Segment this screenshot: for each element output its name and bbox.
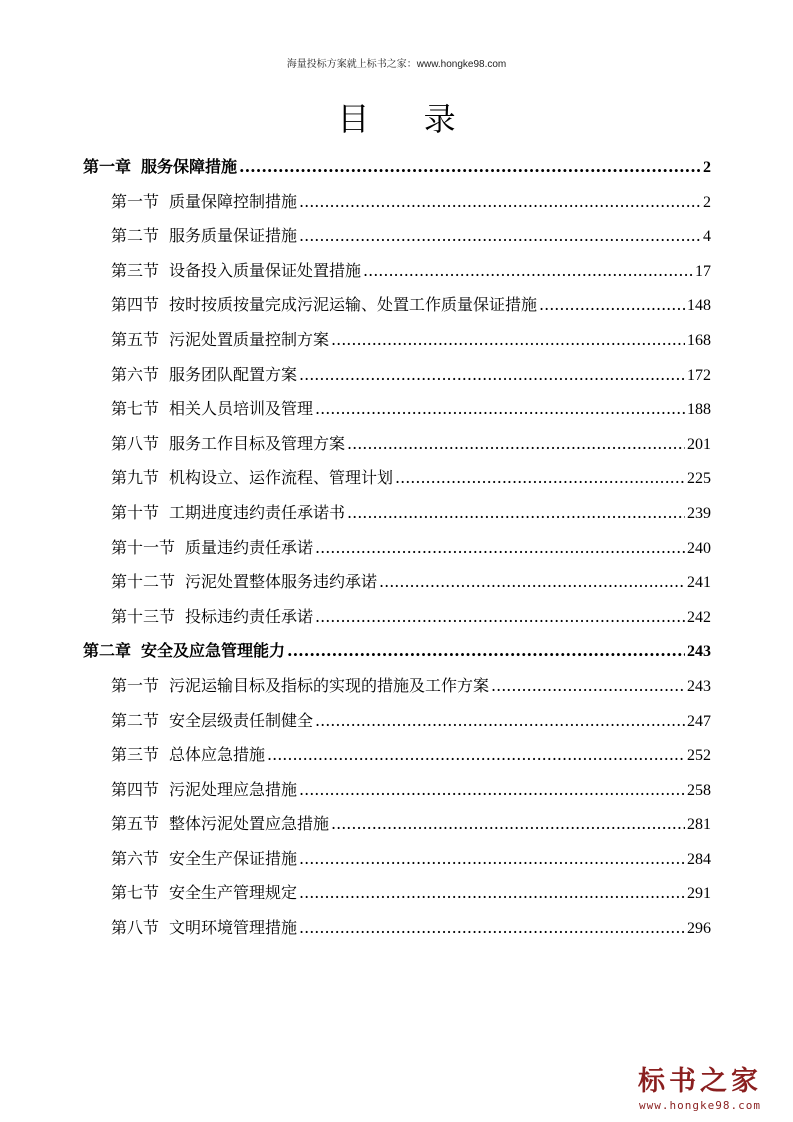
- toc-entry-label: [111, 911, 297, 946]
- toc-entry-label: [111, 288, 537, 323]
- toc-entry-number: 第七节: [111, 883, 160, 903]
- toc-page-number: 243: [687, 677, 711, 695]
- toc-entry-title: 服务团队配置方案: [169, 364, 298, 384]
- toc-page-number: 281: [687, 816, 711, 834]
- toc-section-entry[interactable]: [83, 911, 711, 946]
- toc-page-number: 2: [703, 159, 711, 176]
- toc-page-number: 4: [703, 228, 711, 246]
- toc-entry-title: 总体应急措施: [169, 745, 266, 765]
- toc-section-entry[interactable]: [83, 323, 711, 358]
- toc-entry-number: 第四节: [111, 779, 160, 799]
- toc-entry-number: 第八节: [111, 433, 160, 453]
- toc-dot-leader: [363, 254, 693, 289]
- toc-entry-number: 第四节: [111, 295, 160, 315]
- toc-page-number: 284: [687, 850, 711, 868]
- table-of-contents: [83, 150, 711, 946]
- toc-entry-number: 第二节: [111, 710, 160, 730]
- toc-entry-label: [111, 842, 297, 877]
- toc-entry-label: [111, 219, 297, 254]
- toc-section-entry[interactable]: [83, 842, 711, 877]
- toc-entry-number: 第七节: [111, 399, 160, 419]
- toc-entry-number: 第一章: [83, 157, 132, 176]
- toc-section-entry[interactable]: [83, 185, 711, 220]
- toc-dot-leader: [395, 461, 685, 496]
- toc-dot-leader: [315, 531, 685, 566]
- toc-section-entry[interactable]: [83, 738, 711, 773]
- toc-dot-leader: [331, 323, 685, 358]
- toc-entry-label: [111, 185, 297, 220]
- toc-page-number: 168: [687, 331, 711, 349]
- toc-entry-title: 服务质量保证措施: [169, 226, 298, 246]
- toc-page-number: 252: [687, 747, 711, 765]
- toc-entry-title: 相关人员培训及管理: [169, 399, 314, 419]
- toc-entry-number: 第三节: [111, 260, 160, 280]
- toc-section-entry[interactable]: [83, 669, 711, 704]
- toc-entry-label: [111, 669, 489, 704]
- toc-page-number: 296: [687, 920, 711, 938]
- toc-section-entry[interactable]: [83, 254, 711, 289]
- toc-page-number: 172: [687, 366, 711, 384]
- header-note: [0, 55, 793, 70]
- toc-entry-label: [111, 392, 313, 427]
- toc-entry-title: 文明环境管理措施: [169, 918, 298, 938]
- toc-page-number: 188: [687, 401, 711, 419]
- toc-page-number: 258: [687, 781, 711, 799]
- toc-dot-leader: [315, 704, 685, 739]
- toc-section-entry[interactable]: [83, 358, 711, 393]
- toc-section-entry[interactable]: [83, 392, 711, 427]
- toc-entry-label: [111, 496, 345, 531]
- toc-entry-label: [111, 565, 377, 600]
- toc-entry-title: 污泥运输目标及指标的实现的措施及工作方案: [169, 675, 490, 695]
- toc-entry-title: 安全层级责任制健全: [169, 710, 314, 730]
- toc-entry-number: 第一节: [111, 191, 160, 211]
- toc-entry-number: 第二章: [83, 641, 132, 661]
- toc-dot-leader: [299, 358, 685, 393]
- toc-entry-number: 第十三节: [111, 606, 176, 626]
- toc-entry-label: [111, 738, 265, 773]
- toc-dot-leader: [239, 150, 701, 185]
- logo-text: 标书之家: [638, 1066, 762, 1097]
- toc-entry-label: [111, 704, 313, 739]
- toc-section-entry[interactable]: [83, 565, 711, 600]
- toc-section-entry[interactable]: [83, 427, 711, 462]
- toc-page-number: 17: [695, 262, 711, 280]
- site-logo: [625, 1067, 775, 1112]
- toc-dot-leader: [299, 773, 685, 808]
- logo-url: www.hongke98.com: [639, 1099, 761, 1112]
- toc-entry-label: [111, 773, 297, 808]
- toc-dot-leader: [315, 600, 685, 635]
- header-note-text: 海量投标方案就上标书之家：: [286, 59, 417, 70]
- toc-entry-label: [111, 531, 313, 566]
- toc-entry-title: 污泥处置整体服务违约承诺: [185, 572, 378, 592]
- toc-entry-label: [111, 807, 329, 842]
- toc-dot-leader: [299, 219, 701, 254]
- toc-entry-title: 污泥处理应急措施: [169, 779, 298, 799]
- toc-dot-leader: [287, 634, 685, 669]
- toc-entry-label: [111, 600, 313, 635]
- toc-entry-number: 第十节: [111, 502, 160, 522]
- toc-dot-leader: [379, 565, 685, 600]
- toc-entry-label: [111, 427, 345, 462]
- toc-page-number: 225: [687, 470, 711, 488]
- toc-entry-number: 第五节: [111, 814, 160, 834]
- toc-section-entry[interactable]: [83, 704, 711, 739]
- toc-page-number: 242: [687, 608, 711, 626]
- toc-dot-leader: [539, 288, 685, 323]
- toc-entry-label: [83, 634, 285, 669]
- toc-entry-number: 第六节: [111, 364, 160, 384]
- toc-entry-number: 第八节: [111, 918, 160, 938]
- toc-entry-title: 安全生产保证措施: [169, 848, 298, 868]
- toc-entry-title: 质量保障控制措施: [169, 191, 298, 211]
- toc-chapter-entry[interactable]: [83, 634, 711, 669]
- toc-entry-number: 第六节: [111, 848, 160, 868]
- toc-section-entry[interactable]: [83, 461, 711, 496]
- toc-entry-label: [111, 461, 393, 496]
- toc-entry-title: 机构设立、运作流程、管理计划: [169, 468, 394, 488]
- toc-dot-leader: [299, 876, 685, 911]
- toc-dot-leader: [331, 807, 685, 842]
- toc-page-number: 2: [703, 193, 711, 211]
- toc-entry-number: 第三节: [111, 745, 160, 765]
- toc-chapter-entry[interactable]: [83, 150, 711, 185]
- toc-entry-label: [83, 150, 237, 185]
- toc-dot-leader: [347, 427, 685, 462]
- toc-page-number: 148: [687, 297, 711, 315]
- toc-section-entry[interactable]: [83, 531, 711, 566]
- toc-entry-label: [111, 876, 297, 911]
- toc-entry-title: 安全生产管理规定: [169, 883, 298, 903]
- toc-entry-number: 第二节: [111, 226, 160, 246]
- toc-section-entry[interactable]: [83, 773, 711, 808]
- toc-entry-number: 第九节: [111, 468, 160, 488]
- toc-entry-title: 服务保障措施: [141, 157, 238, 176]
- toc-page-number: 240: [687, 539, 711, 557]
- toc-page-number: 247: [687, 712, 711, 730]
- toc-section-entry[interactable]: [83, 288, 711, 323]
- toc-entry-title: 工期进度违约责任承诺书: [169, 502, 346, 522]
- toc-dot-leader: [267, 738, 685, 773]
- toc-page-number: 239: [687, 504, 711, 522]
- toc-dot-leader: [299, 842, 685, 877]
- toc-page-number: 241: [687, 574, 711, 592]
- toc-page-number: 291: [687, 885, 711, 903]
- toc-entry-number: 第十一节: [111, 537, 176, 557]
- toc-entry-label: [111, 323, 329, 358]
- toc-entry-title: 整体污泥处置应急措施: [169, 814, 330, 834]
- page-title: 目 录: [337, 100, 478, 138]
- toc-dot-leader: [491, 669, 685, 704]
- header-url[interactable]: www.hongke98.com: [416, 59, 507, 70]
- toc-section-entry[interactable]: [83, 496, 711, 531]
- toc-dot-leader: [315, 392, 685, 427]
- toc-entry-number: 第一节: [111, 675, 160, 695]
- toc-section-entry[interactable]: [83, 807, 711, 842]
- toc-entry-title: 质量违约责任承诺: [185, 537, 314, 557]
- toc-entry-title: 服务工作目标及管理方案: [169, 433, 346, 453]
- toc-entry-title: 污泥处置质量控制方案: [169, 329, 330, 349]
- toc-entry-label: [111, 358, 297, 393]
- toc-dot-leader: [299, 185, 701, 220]
- toc-section-entry[interactable]: [83, 876, 711, 911]
- toc-entry-number: 第五节: [111, 329, 160, 349]
- toc-entry-number: 第十二节: [111, 572, 176, 592]
- toc-page-number: 243: [687, 643, 711, 661]
- toc-section-entry[interactable]: [83, 219, 711, 254]
- toc-entry-title: 设备投入质量保证处置措施: [169, 260, 362, 280]
- toc-entry-title: 按时按质按量完成污泥运输、处置工作质量保证措施: [169, 295, 538, 315]
- toc-dot-leader: [347, 496, 685, 531]
- toc-dot-leader: [299, 911, 685, 946]
- toc-entry-title: 投标违约责任承诺: [185, 606, 314, 626]
- toc-entry-title: 安全及应急管理能力: [141, 641, 286, 661]
- toc-entry-label: [111, 254, 361, 289]
- toc-section-entry[interactable]: [83, 600, 711, 635]
- toc-page-number: 201: [687, 435, 711, 453]
